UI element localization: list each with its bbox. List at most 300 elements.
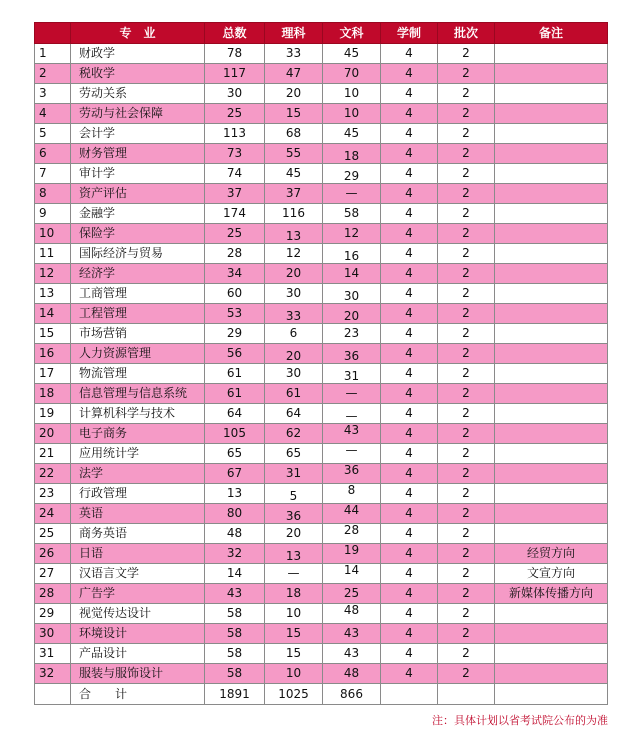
enrollment-plan-table [34, 22, 608, 705]
science-cell-text: 20 [285, 349, 302, 363]
batch-cell [438, 284, 495, 304]
major-cell [71, 484, 205, 504]
major-cell [71, 184, 205, 204]
major-cell-text: 商务英语 [79, 526, 128, 540]
major-cell-text: 劳动关系 [79, 86, 128, 100]
science-cell-text: 31 [285, 466, 302, 480]
index-cell [35, 424, 71, 444]
arts-cell-text: 70 [343, 66, 360, 80]
duration-cell-text: 4 [405, 386, 413, 400]
arts-cell-text: 48 [343, 666, 360, 680]
duration-cell [381, 104, 438, 124]
total-cell [205, 84, 265, 104]
index-cell-text: 30 [39, 626, 55, 640]
science-cell-text: 65 [285, 446, 302, 460]
total-cell [205, 404, 265, 424]
total-science-sum: 1025 [265, 684, 323, 705]
table-row [35, 584, 608, 604]
batch-cell-text: 2 [462, 646, 470, 660]
arts-cell-text: 43 [343, 423, 360, 437]
science-cell-text: 37 [285, 186, 302, 200]
table-row [35, 244, 608, 264]
arts-cell [323, 404, 381, 424]
index-cell-text: 4 [39, 106, 47, 120]
science-cell-text: 47 [285, 66, 302, 80]
duration-cell [381, 224, 438, 244]
duration-cell-text: 4 [405, 206, 413, 220]
total-cell [205, 144, 265, 164]
index-cell [35, 444, 71, 464]
batch-cell [438, 384, 495, 404]
index-cell [35, 144, 71, 164]
major-cell-text: 金融学 [79, 206, 116, 220]
duration-cell [381, 664, 438, 684]
index-cell [35, 404, 71, 424]
header-note: 备注 [495, 23, 608, 44]
duration-cell-text: 4 [405, 106, 413, 120]
duration-cell [381, 504, 438, 524]
index-cell [35, 344, 71, 364]
note-cell [495, 464, 608, 484]
science-cell [265, 224, 323, 244]
index-cell [35, 164, 71, 184]
table-row [35, 104, 608, 124]
science-cell-text: 20 [285, 86, 302, 100]
duration-cell-text: 4 [405, 86, 413, 100]
batch-cell-text: 2 [462, 666, 470, 680]
batch-cell-text: 2 [462, 206, 470, 220]
arts-cell-text: — [345, 409, 358, 423]
header-major: 专 业 [71, 23, 205, 44]
duration-cell [381, 124, 438, 144]
major-cell [71, 624, 205, 644]
note-cell [495, 484, 608, 504]
science-cell [265, 64, 323, 84]
total-cell-text: 13 [226, 486, 243, 500]
batch-cell [438, 84, 495, 104]
total-duration-cell [381, 684, 438, 705]
batch-cell [438, 624, 495, 644]
table-row [35, 44, 608, 64]
science-cell [265, 424, 323, 444]
enrollment-plan-table-container [34, 22, 607, 705]
arts-cell-text: — [345, 186, 358, 200]
batch-cell-text: 2 [462, 526, 470, 540]
arts-cell [323, 624, 381, 644]
major-cell [71, 424, 205, 444]
batch-cell [438, 44, 495, 64]
major-cell [71, 224, 205, 244]
index-cell-text: 3 [39, 86, 47, 100]
note-cell [495, 304, 608, 324]
header-index [35, 23, 71, 44]
duration-cell-text: 4 [405, 66, 413, 80]
total-cell-text: 14 [226, 566, 243, 580]
science-cell-text: 5 [289, 489, 298, 503]
batch-cell [438, 424, 495, 444]
batch-cell [438, 464, 495, 484]
major-cell-text: 电子商务 [79, 426, 128, 440]
total-cell [205, 304, 265, 324]
arts-cell [323, 524, 381, 544]
table-row [35, 164, 608, 184]
index-cell-text: 27 [39, 566, 55, 580]
duration-cell-text: 4 [405, 426, 413, 440]
major-cell [71, 164, 205, 184]
batch-cell-text: 2 [462, 226, 470, 240]
duration-cell-text: 4 [405, 486, 413, 500]
major-cell-text: 应用统计学 [79, 446, 140, 460]
table-row [35, 204, 608, 224]
total-cell-text: 74 [226, 166, 243, 180]
major-cell [71, 664, 205, 684]
index-cell-text: 8 [39, 186, 47, 200]
science-cell [265, 204, 323, 224]
total-cell-text: 53 [226, 306, 243, 320]
note-cell [495, 564, 608, 584]
arts-cell-text: — [345, 443, 358, 457]
batch-cell [438, 304, 495, 324]
batch-cell-text: 2 [462, 446, 470, 460]
duration-cell [381, 184, 438, 204]
science-cell [265, 404, 323, 424]
science-cell [265, 44, 323, 64]
science-cell [265, 284, 323, 304]
note-cell [495, 384, 608, 404]
major-cell [71, 524, 205, 544]
total-cell-text: 61 [226, 366, 243, 380]
index-cell [35, 204, 71, 224]
batch-cell [438, 244, 495, 264]
science-cell-text: 33 [285, 46, 302, 60]
total-cell-text: 65 [226, 446, 243, 460]
batch-cell [438, 664, 495, 684]
note-cell-text: 文宣方向 [526, 566, 575, 580]
total-cell [205, 104, 265, 124]
total-cell-text: 80 [226, 506, 243, 520]
major-cell-text: 劳动与社会保障 [79, 106, 164, 120]
duration-cell [381, 284, 438, 304]
total-cell-text: 37 [226, 186, 243, 200]
index-cell [35, 64, 71, 84]
science-cell [265, 524, 323, 544]
index-cell-text: 14 [39, 306, 55, 320]
note-cell [495, 324, 608, 344]
arts-cell-text: — [345, 386, 358, 400]
arts-cell-text: 45 [343, 46, 360, 60]
arts-cell [323, 124, 381, 144]
index-cell-text: 26 [39, 546, 55, 560]
batch-cell [438, 444, 495, 464]
total-cell [205, 124, 265, 144]
duration-cell-text: 4 [405, 546, 413, 560]
batch-cell-text: 2 [462, 566, 470, 580]
index-cell [35, 304, 71, 324]
duration-cell-text: 4 [405, 626, 413, 640]
duration-cell-text: 4 [405, 146, 413, 160]
index-cell [35, 224, 71, 244]
duration-cell-text: 4 [405, 306, 413, 320]
footnote: 注：具体计划以省考试院公布的为准 [432, 714, 608, 727]
science-cell [265, 444, 323, 464]
total-cell [205, 204, 265, 224]
total-cell-text: 67 [226, 466, 243, 480]
science-cell [265, 564, 323, 584]
batch-cell-text: 2 [462, 66, 470, 80]
duration-cell [381, 604, 438, 624]
arts-cell [323, 84, 381, 104]
major-cell [71, 404, 205, 424]
total-cell [205, 284, 265, 304]
batch-cell [438, 364, 495, 384]
major-cell-text: 汉语言文学 [79, 566, 140, 580]
arts-cell [323, 364, 381, 384]
duration-cell [381, 524, 438, 544]
header-row [35, 23, 608, 44]
major-cell [71, 604, 205, 624]
science-cell-text: 55 [285, 146, 302, 160]
major-cell [71, 584, 205, 604]
index-cell-text: 13 [39, 286, 55, 300]
duration-cell-text: 4 [405, 446, 413, 460]
science-cell [265, 624, 323, 644]
table-row [35, 424, 608, 444]
total-cell-text: 58 [226, 626, 243, 640]
note-cell [495, 584, 608, 604]
duration-cell-text: 4 [405, 286, 413, 300]
note-cell [495, 164, 608, 184]
batch-cell [438, 224, 495, 244]
table-row [35, 304, 608, 324]
total-cell-text: 117 [223, 66, 246, 80]
batch-cell-text: 2 [462, 546, 470, 560]
major-cell-text: 行政管理 [79, 486, 128, 500]
total-cell-text: 174 [223, 206, 246, 220]
duration-cell-text: 4 [405, 466, 413, 480]
index-cell [35, 364, 71, 384]
total-cell-text: 25 [226, 226, 243, 240]
header-duration: 学制 [381, 23, 438, 44]
total-cell [205, 644, 265, 664]
major-cell [71, 504, 205, 524]
index-cell-text: 21 [39, 446, 55, 460]
batch-cell [438, 264, 495, 284]
major-cell-text: 国际经济与贸易 [79, 246, 164, 260]
science-cell-text: 13 [285, 229, 302, 243]
total-cell-text: 73 [226, 146, 243, 160]
table-row [35, 464, 608, 484]
duration-cell-text: 4 [405, 266, 413, 280]
science-cell [265, 344, 323, 364]
arts-cell-text: 36 [343, 463, 360, 477]
duration-cell [381, 404, 438, 424]
note-cell [495, 644, 608, 664]
science-cell-text: 10 [285, 666, 302, 680]
index-cell-text: 12 [39, 266, 55, 280]
duration-cell-text: 4 [405, 186, 413, 200]
science-cell [265, 304, 323, 324]
arts-cell-text: 16 [343, 249, 360, 263]
duration-cell [381, 624, 438, 644]
science-cell-text: 15 [285, 646, 302, 660]
batch-cell [438, 644, 495, 664]
note-cell [495, 204, 608, 224]
index-cell-text: 5 [39, 126, 47, 140]
duration-cell [381, 204, 438, 224]
science-cell [265, 84, 323, 104]
arts-cell-text: 44 [343, 503, 360, 517]
index-cell-text: 29 [39, 606, 55, 620]
science-cell [265, 604, 323, 624]
table-row [35, 224, 608, 244]
note-cell [495, 244, 608, 264]
batch-cell [438, 324, 495, 344]
index-cell [35, 524, 71, 544]
note-cell [495, 364, 608, 384]
duration-cell-text: 4 [405, 606, 413, 620]
major-cell [71, 384, 205, 404]
index-cell-text: 15 [39, 326, 55, 340]
index-cell-text: 9 [39, 206, 47, 220]
science-cell [265, 244, 323, 264]
table-row [35, 504, 608, 524]
table-row [35, 604, 608, 624]
arts-cell-text: 31 [343, 369, 360, 383]
duration-cell-text: 4 [405, 646, 413, 660]
total-cell-text: 58 [226, 666, 243, 680]
arts-cell-text: 8 [347, 483, 356, 497]
arts-cell-text: 36 [343, 349, 360, 363]
total-cell [205, 164, 265, 184]
total-cell [205, 544, 265, 564]
duration-cell [381, 84, 438, 104]
note-cell [495, 664, 608, 684]
major-cell-text: 人力资源管理 [79, 346, 152, 360]
batch-cell [438, 344, 495, 364]
science-cell-text: 45 [285, 166, 302, 180]
duration-cell-text: 4 [405, 506, 413, 520]
arts-cell [323, 244, 381, 264]
total-cell-text: 30 [226, 86, 243, 100]
major-cell-text: 税收学 [79, 66, 116, 80]
index-cell [35, 324, 71, 344]
total-cell-text: 113 [223, 126, 246, 140]
table-row [35, 404, 608, 424]
index-cell [35, 104, 71, 124]
total-cell-text: 25 [226, 106, 243, 120]
arts-cell-text: 58 [343, 206, 360, 220]
table-row [35, 344, 608, 364]
total-sum: 1891 [205, 684, 265, 705]
table-row [35, 644, 608, 664]
total-cell [205, 364, 265, 384]
science-cell-text: 6 [289, 326, 298, 340]
duration-cell-text: 4 [405, 586, 413, 600]
batch-cell [438, 184, 495, 204]
batch-cell-text: 2 [462, 246, 470, 260]
major-cell-text: 法学 [79, 466, 104, 480]
major-cell-text: 审计学 [79, 166, 116, 180]
duration-cell-text: 4 [405, 226, 413, 240]
duration-cell [381, 304, 438, 324]
total-cell [205, 444, 265, 464]
index-cell-text: 2 [39, 66, 47, 80]
arts-cell [323, 424, 381, 444]
arts-cell [323, 164, 381, 184]
major-cell [71, 464, 205, 484]
arts-cell-text: 10 [343, 106, 360, 120]
arts-cell [323, 604, 381, 624]
science-cell-text: 20 [285, 266, 302, 280]
index-cell-text: 11 [39, 246, 55, 260]
arts-cell-text: 43 [343, 646, 360, 660]
duration-cell [381, 324, 438, 344]
index-cell [35, 184, 71, 204]
header-batch: 批次 [438, 23, 495, 44]
science-cell [265, 504, 323, 524]
arts-cell [323, 204, 381, 224]
duration-cell-text: 4 [405, 246, 413, 260]
major-cell [71, 144, 205, 164]
arts-cell-text: 29 [343, 169, 360, 183]
batch-cell-text: 2 [462, 486, 470, 500]
index-cell [35, 624, 71, 644]
total-cell-text: 64 [226, 406, 243, 420]
science-cell [265, 124, 323, 144]
table-row [35, 544, 608, 564]
note-cell [495, 264, 608, 284]
table-row [35, 364, 608, 384]
science-cell [265, 324, 323, 344]
batch-cell [438, 144, 495, 164]
duration-cell-text: 4 [405, 406, 413, 420]
total-cell-text: 105 [223, 426, 246, 440]
major-cell-text: 信息管理与信息系统 [79, 386, 188, 400]
major-cell [71, 324, 205, 344]
table-row [35, 624, 608, 644]
index-cell [35, 44, 71, 64]
total-cell [205, 524, 265, 544]
arts-cell [323, 284, 381, 304]
science-cell-text: 10 [285, 606, 302, 620]
table-row [35, 64, 608, 84]
arts-cell [323, 484, 381, 504]
arts-cell-text: 10 [343, 86, 360, 100]
major-cell-text: 财政学 [79, 46, 116, 60]
note-cell [495, 184, 608, 204]
major-cell-text: 广告学 [79, 586, 116, 600]
batch-cell [438, 564, 495, 584]
index-cell [35, 564, 71, 584]
batch-cell-text: 2 [462, 266, 470, 280]
total-cell [205, 324, 265, 344]
index-cell-text: 24 [39, 506, 55, 520]
batch-cell-text: 2 [462, 106, 470, 120]
duration-cell [381, 164, 438, 184]
major-cell-text: 环境设计 [79, 626, 128, 640]
batch-cell-text: 2 [462, 326, 470, 340]
duration-cell-text: 4 [405, 566, 413, 580]
index-cell [35, 584, 71, 604]
index-cell [35, 464, 71, 484]
major-cell [71, 204, 205, 224]
batch-cell-text: 2 [462, 166, 470, 180]
duration-cell [381, 44, 438, 64]
major-cell [71, 544, 205, 564]
note-cell [495, 604, 608, 624]
index-cell-text: 10 [39, 226, 55, 240]
index-cell-text: 32 [39, 666, 55, 680]
